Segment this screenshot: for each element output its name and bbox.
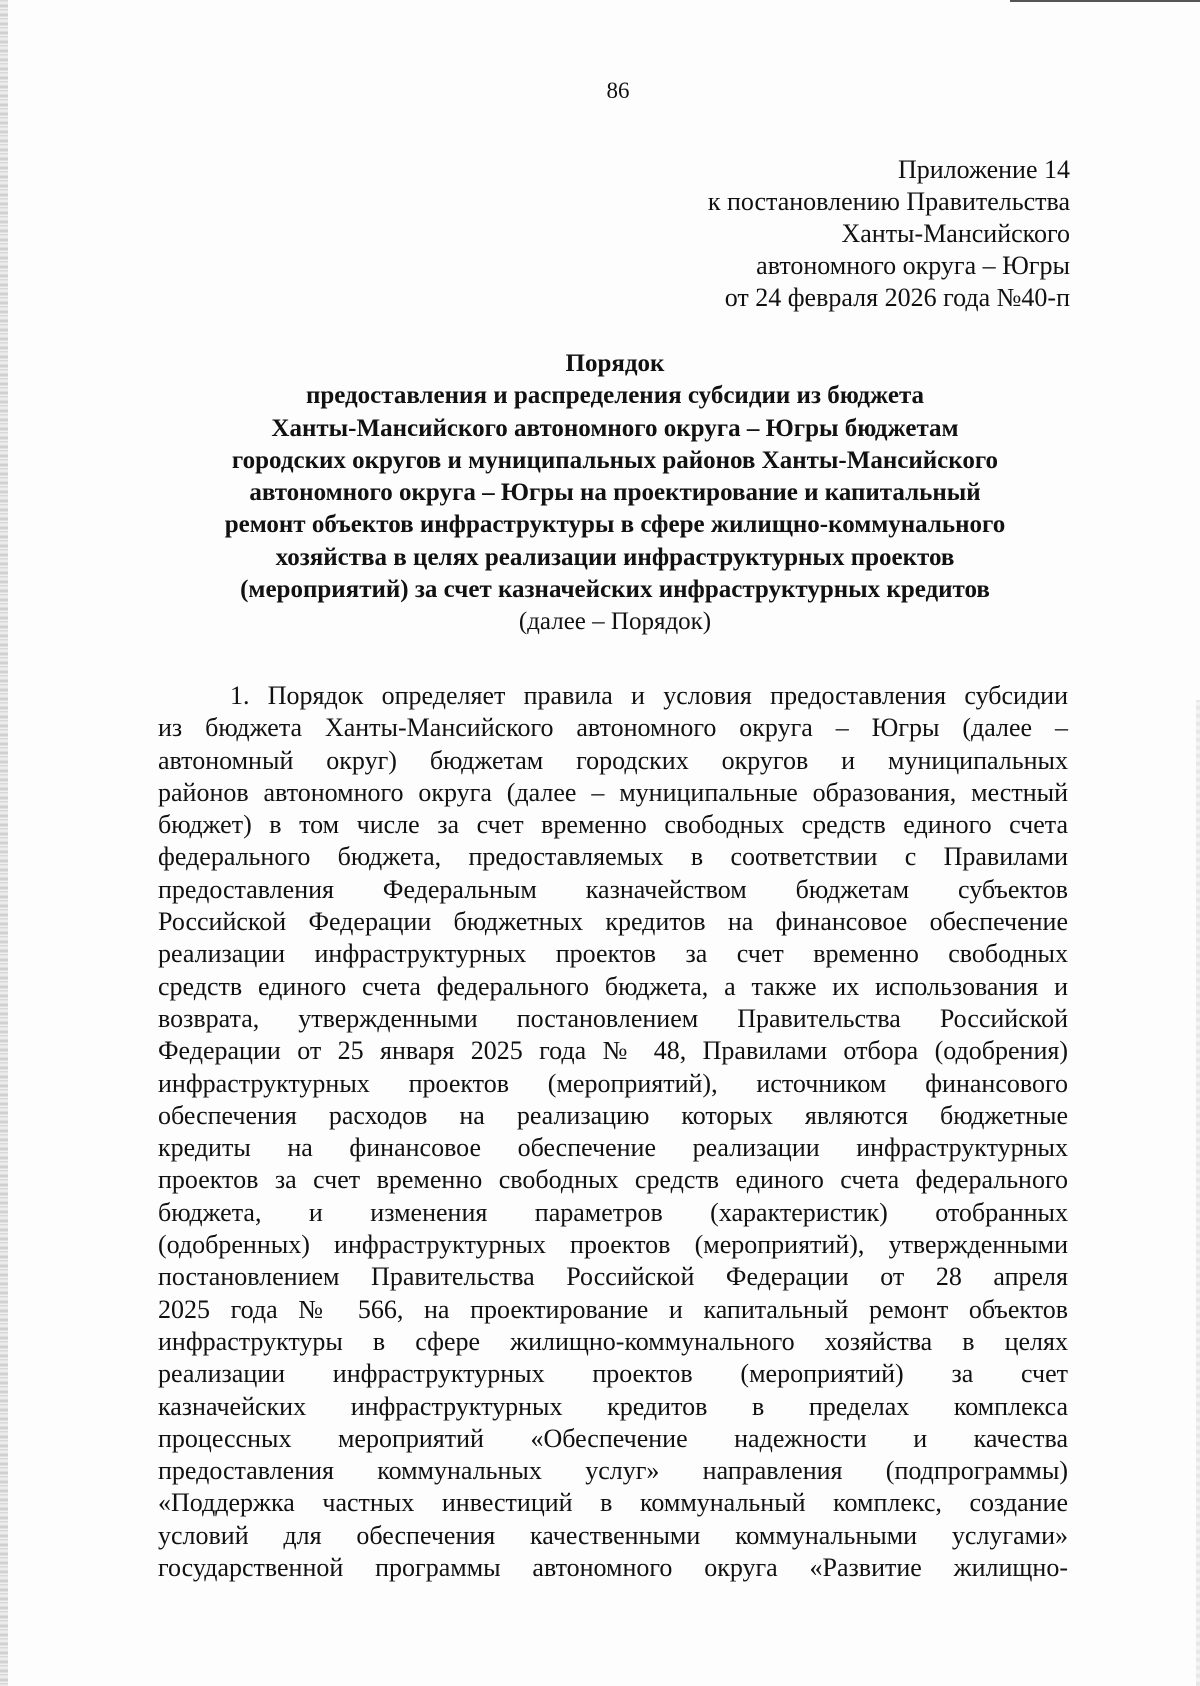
document-title (150, 348, 1080, 639)
body-line: средств единого счета федерального бюджета, а также их использования и (158, 971, 1068, 1001)
body-line: казначейских инфраструктурных кредитов в пределах комплекса (158, 1391, 1068, 1421)
appendix-header (708, 154, 1070, 314)
body-line: 1. Порядок определяет правила и условия предоставления субсидии (230, 681, 1068, 710)
body-line: предоставления коммунальных услуг» направления (подпрограммы) (158, 1456, 1068, 1486)
body-line: процессных мероприятий «Обеспечение надежности и качества (158, 1423, 1068, 1453)
body-line: бюджет) в том числе за счет временно свободных средств единого счета (158, 810, 1068, 840)
body-line: Федерации от 25 января 2025 года № 48, Правилами отбора (одобрения) (158, 1036, 1068, 1066)
body-line: районов автономного округа (далее – муниципальные образования, местный (158, 777, 1068, 807)
body-line: (одобренных) инфраструктурных проектов (мероприятий), утвержденными (158, 1230, 1068, 1260)
appendix-line: Ханты-Мансийского (841, 219, 1070, 248)
body-line: постановлением Правительства Российской Федерации от 28 апреля (158, 1262, 1068, 1292)
title-subtitle-line: (мероприятий) за счет казначейских инфраструктурных кредитов (240, 576, 990, 604)
title-subtitle-line: ремонт объектов инфраструктуры в сфере жилищно-коммунального (224, 511, 1006, 539)
body-line: инфраструктуры в сфере жилищно-коммунального хозяйства в целях (158, 1326, 1068, 1356)
body-line: предоставления Федеральным казначейством бюджетам субъектов (158, 874, 1068, 904)
title-subtitle-line: городских округов и муниципальных районов Ханты-Мансийского (231, 446, 999, 474)
title-subtitle-line: хозяйства в целях реализации инфраструктурных проектов (275, 543, 955, 571)
appendix-line: автономного округа – Югры (756, 251, 1070, 280)
body-line: федерального бюджета, предоставляемых в соответствии с Правилами (158, 842, 1068, 872)
body-line: государственной программы автономного округа «Развитие жилищно- (158, 1553, 1068, 1583)
body-line: кредиты на финансовое обеспечение реализации инфраструктурных (158, 1133, 1068, 1163)
title-subtitle-line: предоставления и распределения субсидии из бюджета (305, 382, 925, 410)
body-line: проектов за счет временно свободных средств единого счета федерального (158, 1165, 1068, 1195)
body-line: инфраструктурных проектов (мероприятий), источником финансового (158, 1068, 1068, 1098)
appendix-line: от 24 февраля 2026 года №40-п (724, 283, 1070, 312)
body-paragraph (158, 680, 1068, 1584)
body-line: условий для обеспечения качественными коммунальными услугами» (158, 1520, 1068, 1550)
body-line: 2025 года № 566, на проектирование и капитальный ремонт объектов (158, 1294, 1068, 1324)
scan-top-line (1010, 0, 1200, 2)
appendix-line: к постановлению Правительства (707, 187, 1070, 216)
title-heading: Порядок (565, 350, 665, 377)
page-number: 86 (606, 78, 630, 103)
body-line: «Поддержка частных инвестиций в коммунальный комплекс, создание (158, 1488, 1068, 1518)
title-short-name: (далее – Порядок) (518, 608, 712, 636)
body-line: реализации инфраструктурных проектов (мероприятий) за счет (158, 1359, 1068, 1389)
body-line: возврата, утвержденными постановлением Правительства Российской (158, 1003, 1068, 1033)
title-subtitle-line: автономного округа – Югры на проектирование и капитальный (249, 479, 981, 507)
body-line: из бюджета Ханты-Мансийского автономного округа – Югры (далее – (158, 713, 1068, 743)
scan-edge-artifact-right (1196, 700, 1200, 1686)
body-line: автономный округ) бюджетам городских округов и муниципальных (158, 745, 1068, 775)
title-subtitle-line: Ханты-Мансийского автономного округа – Югры бюджетам (271, 414, 959, 442)
body-line: Российской Федерации бюджетных кредитов на финансовое обеспечение (158, 907, 1068, 937)
scan-edge-artifact (0, 0, 8, 1686)
body-line: бюджета, и изменения параметров (характеристик) отобранных (158, 1197, 1068, 1227)
body-line: обеспечения расходов на реализацию которых являются бюджетные (158, 1100, 1068, 1130)
appendix-line: Приложение 14 (897, 155, 1070, 184)
body-line: реализации инфраструктурных проектов за счет временно свободных (158, 939, 1068, 969)
